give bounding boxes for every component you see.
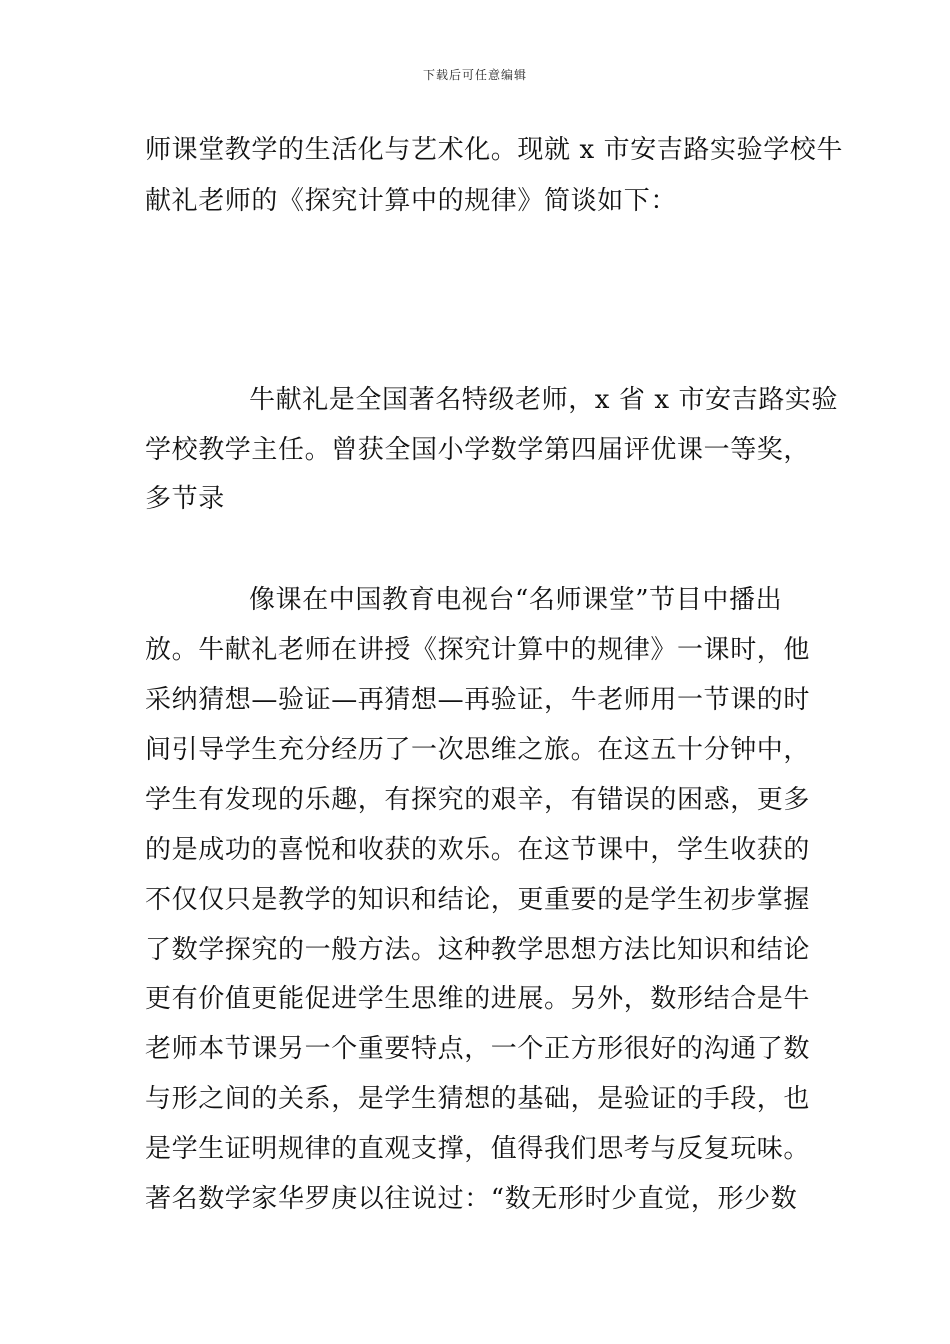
paragraph-line: 采纳猜想—验证—再猜想—再验证，牛老师用一节课的时 — [145, 685, 811, 715]
paragraph-line: 师课堂教学的生活化与艺术化。现就 x 市安吉路实验学校牛 — [145, 135, 843, 165]
paragraph-line: 是学生证明规律的直观支撑，值得我们思考与反复玩味。 — [145, 1134, 811, 1164]
page-header-note: 下载后可任意编辑 — [422, 68, 527, 82]
paragraph-line: 放。牛献礼老师在讲授《探究计算中的规律》一课时，他 — [145, 635, 811, 665]
paragraph-line: 不仅仅只是教学的知识和结论，更重要的是学生初步掌握 — [145, 885, 811, 915]
paragraph-line: 学生有发现的乐趣，有探究的艰辛，有错误的困惑，更多 — [145, 785, 811, 815]
paragraph-line: 献礼老师的《探究计算中的规律》简谈如下： — [145, 186, 678, 216]
paragraph-line: 了数学探究的一般方法。这种教学思想方法比知识和结论 — [145, 935, 811, 965]
paragraph-line: 著名数学家华罗庚以往说过：“数无形时少直觉，形少数 — [145, 1184, 798, 1214]
paragraph-line-indented: 像课在中国教育电视台“名师课堂”节目中播出 — [249, 585, 783, 615]
paragraph-line: 多节录 — [145, 484, 225, 514]
paragraph-line-indented: 牛献礼是全国著名特级老师，x 省 x 市安吉路实验 — [249, 385, 839, 415]
paragraph-line: 学校教学主任。曾获全国小学数学第四届评优课一等奖， — [145, 435, 811, 465]
paragraph-line: 间引导学生充分经历了一次思维之旅。在这五十分钟中， — [145, 735, 811, 765]
paragraph-line: 的是成功的喜悦和收获的欢乐。在这节课中，学生收获的 — [145, 835, 811, 865]
paragraph-line: 更有价值更能促进学生思维的进展。另外，数形结合是牛 — [145, 984, 811, 1014]
paragraph-line: 老师本节课另一个重要特点，一个正方形很好的沟通了数 — [145, 1034, 811, 1064]
paragraph-line: 与形之间的关系，是学生猜想的基础，是验证的手段，也 — [145, 1084, 811, 1114]
